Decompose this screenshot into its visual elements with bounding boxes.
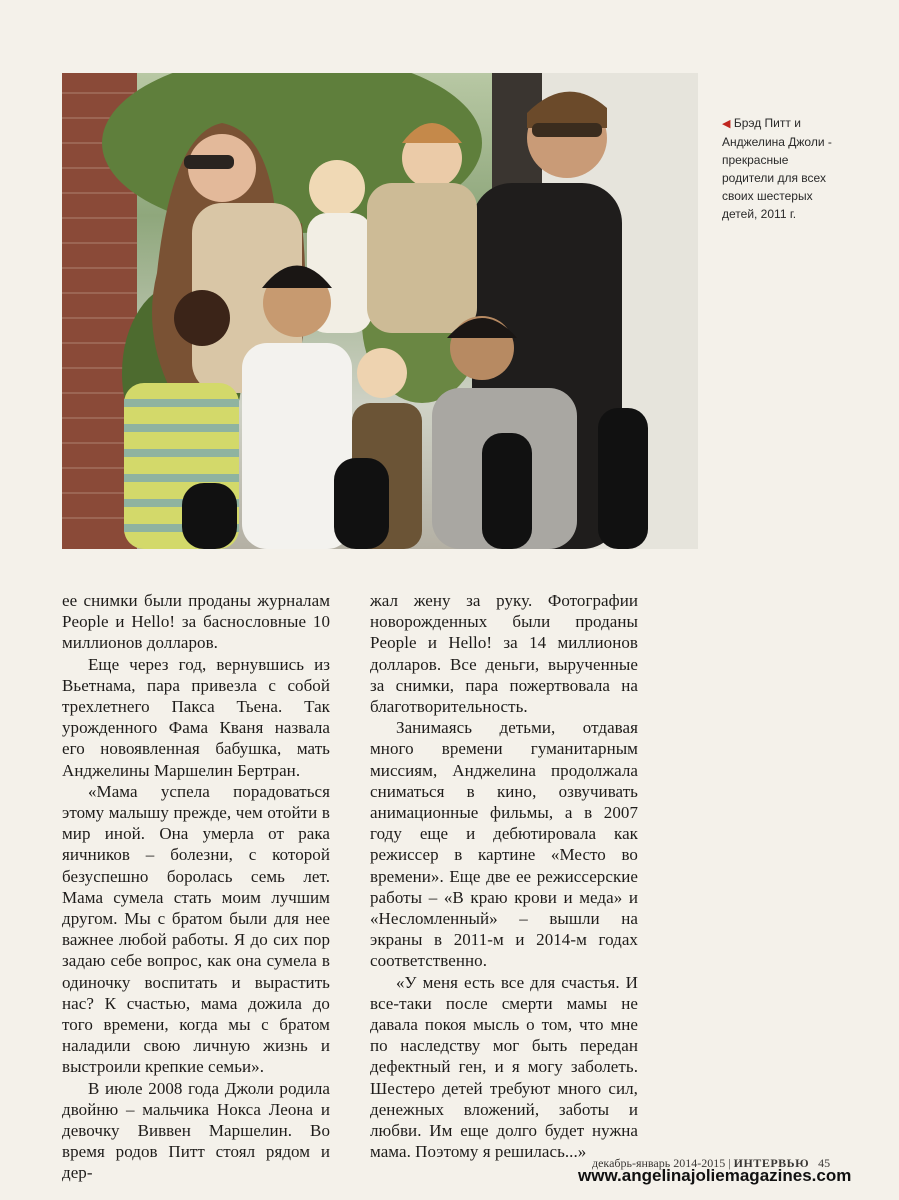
left-column: [62, 590, 330, 1184]
issue-date: декабрь-январь 2014-2015: [592, 1156, 726, 1170]
paragraph: ее снимки были проданы журналам People и Hello! за баснословные 10 миллионов долларов.: [62, 591, 330, 653]
paragraph: Еще через год, вернувшись из Вьетнама, пара привезла с собой трехлетнего Пакса Тьена. Так урожденного Фама Кваня назвала его новоявленная бабушка, мать Анджелины Маршелин Бертран.: [62, 654, 330, 780]
paragraph: Занимаясь детьми, отдавая много времени гуманитарным миссиям, Анджелина продолжала сниматься в кино, озвучивать анимационные фильмы, а в 2007 году еще и дебютировала как режиссер в картине «Место во времени». Еще две ее режиссерские работы – «В краю крови и меда» и «Несломленный» – вышли на экраны в 2011-м и 2014-м годах соответственно.: [370, 718, 638, 971]
family-photo: [62, 73, 698, 549]
paragraph: В июле 2008 года Джоли родила двойню – мальчика Нокса Леона и девочку Виввен Маршелин. Во время родов Питт стоял рядом и дер-: [62, 1078, 330, 1183]
watermark: www.angelinajoliemagazines.com: [578, 1166, 852, 1185]
paragraph: «Мама успела порадоваться этому малышу прежде, чем отойти в мир иной. Она умерла от рака яичников – болезни, с которой безуспешно боролась семь лет. Мама сумела стать моим лучшим другом. Мы с братом были для нее важнее любой работы. Я до сих пор задаю себе вопрос, как она сумела в одиночку воспитать и вырастить нас? К счастью, мама дожила до того времени, когда мы с братом наладили свою личную жизнь и выстроили крепкие семьи».: [62, 781, 330, 1077]
magazine-name: ИНТЕРВЬЮ: [733, 1156, 810, 1170]
paragraph: жал жену за руку. Фотографии новорожденных были проданы People и Hello! за 14 миллионов долларов. Все деньги, вырученные за снимки, пара пожертвовала на благотворительность.: [370, 591, 638, 717]
caption-text: Брэд Питт и Анджелина Джоли - прекрасные родители для всех своих шестерых детей, 2011 г.: [722, 116, 832, 221]
photo-caption: [722, 114, 837, 223]
footer-separator: |: [728, 1156, 731, 1170]
paragraph: «У меня есть все для счастья. И все-таки после смерти мамы не давала покоя мысль о том, что мне по наследству мог быть передан дефектный ген, и я могу заболеть. Шестеро детей требуют много сил, денежных вложений, заботы и любви. Им еще долго будет нужна мама. Поэтому я решилась...»: [370, 972, 638, 1162]
right-column: [370, 590, 638, 1162]
page-number: 45: [818, 1156, 831, 1170]
caption-marker-icon: ◀: [722, 118, 731, 130]
